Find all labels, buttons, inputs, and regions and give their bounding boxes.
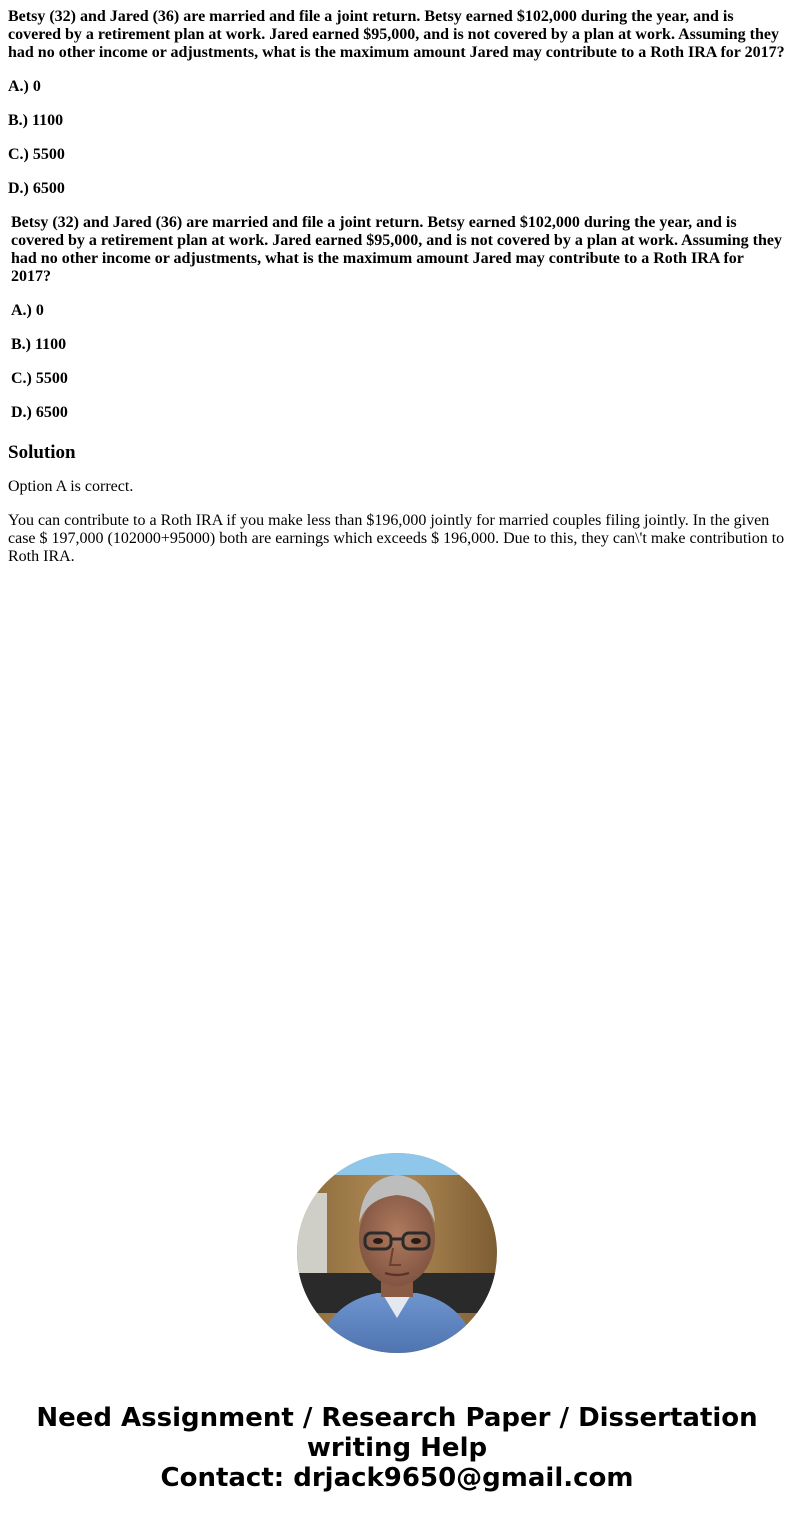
solution-explanation: You can contribute to a Roth IRA if you make less than $196,000 jointly for married couples filing jointly. In the given case $ 197,000 (102000+95000) both are earnings which exceeds $ 196,000. Due to this, they can\'t make contribution to Roth IRA.: [8, 512, 785, 565]
solution-answer: Option A is correct.: [8, 478, 134, 495]
option-c: C.) 5500: [8, 146, 65, 163]
option-d: D.) 6500: [11, 404, 68, 421]
footer-banner: [0, 1403, 794, 1493]
solution-section: [8, 442, 786, 566]
solution-heading: Solution: [8, 442, 76, 463]
question-block-top: [8, 8, 786, 198]
option-a: A.) 0: [8, 78, 41, 95]
question-block-repeat: [8, 214, 786, 422]
author-avatar: [297, 1153, 497, 1353]
option-d: D.) 6500: [8, 180, 65, 197]
question-text: Betsy (32) and Jared (36) are married and file a joint return. Betsy earned $102,000 during the year, and is covered by a retirement plan at work. Jared earned $95,000, and is not covered by a plan at work. Assuming they had no other income or adjustments, what is the maximum amount Jared may contribute to a Roth IRA for 2017?: [11, 214, 782, 285]
option-b: B.) 1100: [8, 112, 64, 129]
option-a: A.) 0: [11, 302, 44, 319]
footer-contact: Contact: drjack9650@gmail.com: [160, 1463, 634, 1493]
option-b: B.) 1100: [11, 336, 67, 353]
question-text: Betsy (32) and Jared (36) are married and file a joint return. Betsy earned $102,000 during the year, and is covered by a retirement plan at work. Jared earned $95,000, and is not covered by a plan at work. Assuming they had no other income or adjustments, what is the maximum amount Jared may contribute to a Roth IRA for 2017?: [8, 8, 785, 61]
footer-line-2: writing Help: [306, 1433, 488, 1463]
option-c: C.) 5500: [11, 370, 68, 387]
page-content: [0, 0, 794, 566]
footer-line-1: Need Assignment / Research Paper / Dissertation: [36, 1403, 758, 1433]
person-portrait-icon: [297, 1153, 497, 1353]
